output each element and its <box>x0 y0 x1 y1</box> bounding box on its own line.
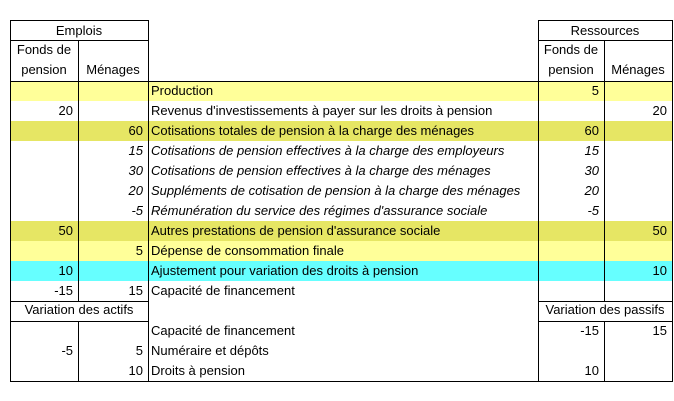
row-label: Cotisations de pension effectives à la charge des employeurs <box>151 143 505 158</box>
ressources-fonds-value: 60 <box>584 123 599 138</box>
grid-vline <box>148 20 149 382</box>
grid-hline <box>10 381 673 382</box>
header-ressources-fonds-line2: pension <box>548 62 594 77</box>
ressources-fonds-value: -15 <box>580 323 599 338</box>
row-label: Rémunération du service des régimes d'assurance sociale <box>151 203 488 218</box>
ressources-fonds-value: 30 <box>584 163 599 178</box>
grid-vline <box>604 321 605 382</box>
emplois-menages-value: 15 <box>128 143 143 158</box>
row-label: Autres prestations de pension d'assurance sociale <box>151 223 441 238</box>
emplois-menages-value: 15 <box>128 283 143 298</box>
grid-vline <box>604 40 605 302</box>
row-label: Production <box>151 83 214 98</box>
ressources-fonds-value: 20 <box>584 183 599 198</box>
ressources-fonds-value: 15 <box>584 143 599 158</box>
header-emplois-fonds-line1: Fonds de <box>16 42 72 57</box>
row-label: Revenus d'investissements à payer sur les droits à pension <box>151 103 493 118</box>
emplois-fonds-value: -5 <box>61 343 73 358</box>
grid-vline <box>538 20 539 382</box>
grid-hline <box>10 20 149 21</box>
grid-vline <box>78 40 79 302</box>
grid-hline <box>538 40 673 41</box>
row-label: Numéraire et dépôts <box>151 343 269 358</box>
grid-hline <box>10 81 673 82</box>
grid-vline <box>10 20 11 382</box>
header-variation-passifs: Variation des passifs <box>545 302 665 317</box>
header-emplois-menages: Ménages <box>86 62 140 77</box>
row-label: Suppléments de cotisation de pension à la charge des ménages <box>151 183 521 198</box>
row-label: Cotisations totales de pension à la charge des ménages <box>151 123 475 138</box>
ressources-menages-value: 15 <box>652 323 667 338</box>
emplois-fonds-value: -15 <box>54 283 73 298</box>
emplois-menages-value: 5 <box>135 343 143 358</box>
row-label: Capacité de financement <box>151 323 295 338</box>
emplois-fonds-value: 20 <box>58 103 73 118</box>
header-ressources: Ressources <box>570 23 640 38</box>
row-label: Capacité de financement <box>151 283 295 298</box>
emplois-menages-value: 60 <box>128 123 143 138</box>
emplois-fonds-value: 10 <box>58 263 73 278</box>
ressources-menages-value: 50 <box>652 223 667 238</box>
header-ressources-menages: Ménages <box>611 62 665 77</box>
ressources-menages-value: 20 <box>652 103 667 118</box>
row-label: Droits à pension <box>151 363 245 378</box>
header-emplois-fonds-line2: pension <box>21 62 67 77</box>
grid-hline <box>10 321 149 322</box>
header-variation-actifs: Variation des actifs <box>24 302 134 317</box>
ressources-fonds-value: 5 <box>591 83 599 98</box>
header-emplois: Emplois <box>55 23 103 38</box>
emplois-menages-value: -5 <box>131 203 143 218</box>
ressources-menages-value: 10 <box>652 263 667 278</box>
emplois-menages-value: 20 <box>128 183 143 198</box>
row-label: Ajustement pour variation des droits à pension <box>151 263 419 278</box>
grid-hline <box>538 321 673 322</box>
grid-vline <box>78 321 79 382</box>
emplois-menages-value: 5 <box>135 243 143 258</box>
emplois-fonds-value: 50 <box>58 223 73 238</box>
grid-hline <box>10 40 149 41</box>
row-label: Cotisations de pension effectives à la charge des ménages <box>151 163 491 178</box>
row-label: Dépense de consommation finale <box>151 243 344 258</box>
ressources-fonds-value: 10 <box>584 363 599 378</box>
grid-vline <box>672 20 673 382</box>
ressources-fonds-value: -5 <box>587 203 599 218</box>
grid-hline <box>538 20 673 21</box>
grid-hline <box>10 301 149 302</box>
emplois-menages-value: 10 <box>128 363 143 378</box>
emplois-menages-value: 30 <box>128 163 143 178</box>
grid-hline <box>538 301 673 302</box>
header-ressources-fonds-line1: Fonds de <box>543 42 599 57</box>
